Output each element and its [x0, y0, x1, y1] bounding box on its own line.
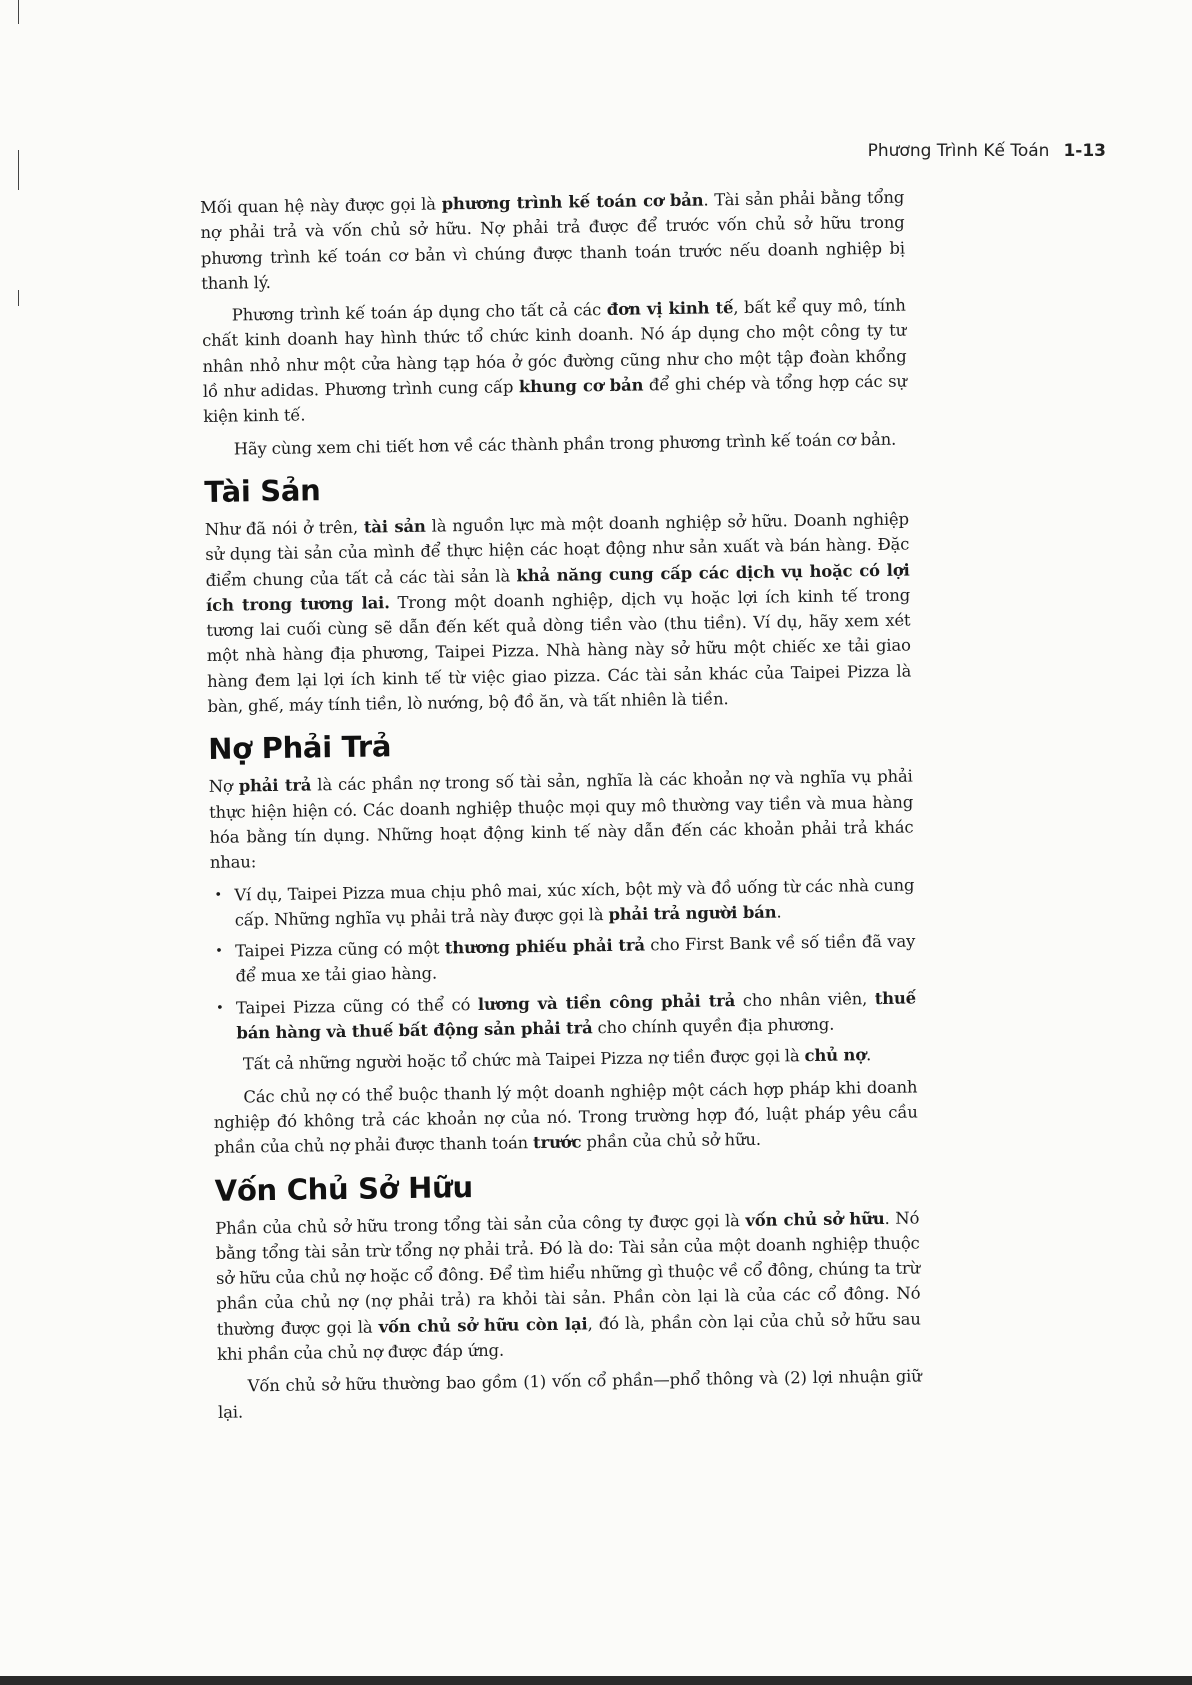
page-number: 1-13	[1063, 141, 1106, 161]
scan-bottom-edge	[0, 1676, 1192, 1685]
intro-paragraph-2: Phương trình kế toán áp dụng cho tất cả các đơn vị kinh tế, bất kể quy mô, tính chất kinh doanh hay hình thức tổ chức kinh doanh. Nó áp dụng cho một công ty tư nhân nhỏ như một cửa hàng tạp hóa ở góc đường cũng như cho một tập đoàn khổng lồ như adidas. Phương trình cung cấp khung cơ bản để ghi chép và tổng hợp các sự kiện kinh tế.	[202, 295, 907, 427]
assets-paragraph: Như đã nói ở trên, tài sản là nguồn lực mà một doanh nghiệp sở hữu. Doanh nghiệp sử dụng tài sản của mình để thực hiện các hoạt động như sản xuất và bán hàng. Đặc điểm chung của tất cả các tài sản là khả năng cung cấp các dịch vụ hoặc có lợi ích trong tương lai. Trong một doanh nghiệp, dịch vụ hoặc lợi ích kinh tế trong tương lai cuối cùng sẽ dẫn đến kết quả dòng tiền vào (thu tiền). Ví dụ, hãy xem xét một nhà hàng địa phương, Taipei Pizza. Nhà hàng này sở hữu một chiếc xe tải giao hàng đem lại lợi ích kinh tế từ việc giao pizza. Các tài sản khác của Taipei Pizza là bàn, ghế, máy tính tiền, lò nướng, bộ đồ ăn, và tất nhiên là tiền.	[204, 509, 912, 716]
term-creditors: chủ nợ	[804, 1045, 867, 1066]
liabilities-list	[210, 872, 916, 1046]
running-head	[868, 141, 1106, 161]
term-assets: tài sản	[363, 516, 426, 537]
liabilities-paragraph-1: Nợ phải trả là các phần nợ trong số tài sản, nghĩa là các khoản nợ và nghĩa vụ phải thực hiện hiện có. Các doanh nghiệp thuộc mọi quy mô thường vay tiền và mua hàng hóa bằng tín dụng. Những hoạt động kinh tế này dẫn đến các khoản phải trả khác nhau:	[208, 766, 914, 873]
equity-paragraph-2: Vốn chủ sở hữu thường bao gồm (1) vốn cổ phần—phổ thông và (2) lợi nhuận giữ lại.	[217, 1366, 922, 1422]
list-item: • Ví dụ, Taipei Pizza mua chịu phô mai, xúc xích, bột mỳ và đồ uống từ các nhà cung cấp. Những nghĩa vụ phải trả này được gọi là phải trả người bán.	[214, 875, 915, 930]
heading-equity: Vốn Chủ Sở Hữu	[214, 1169, 474, 1208]
equity-paragraph-1: Phần của chủ sở hữu trong tổng tài sản của công ty được gọi là vốn chủ sở hữu. Nó bằng tổng tài sản trừ tổng nợ phải trả. Đó là do: Tài sản của một doanh nghiệp thuộc sở hữu của chủ nợ hoặc cổ đông. Để tìm hiểu những gì thuộc về cổ đông, chúng ta trừ phần của chủ nợ (nợ phải trả) ra khỏi tài sản. Phần còn lại là của các cổ đông. Nó thường được gọi là vốn chủ sở hữu còn lại, đó là, phần còn lại của chủ sở hữu sau khi phần của chủ nợ được đáp ứng.	[215, 1207, 921, 1364]
list-item: • Taipei Pizza cũng có thể có lương và tiền công phải trả cho nhân viên, thuế bán hàng và thuế bất động sản phải trả cho chính quyền địa phương.	[215, 988, 917, 1043]
intro-paragraph-1: Mối quan hệ này được gọi là phương trình kế toán cơ bản. Tài sản phải bằng tổng nợ phải trả và vốn chủ sở hữu. Nợ phải trả được để trước vốn chủ sở hữu trong phương trình kế toán cơ bản vì chúng được thanh toán trước nếu doanh nghiệp bị thanh lý.	[200, 187, 905, 293]
scan-margin-mark-top	[18, 0, 19, 24]
page-body	[200, 185, 922, 1432]
heading-liabilities: Nợ Phải Trả	[207, 729, 392, 767]
term-residual-equity: vốn chủ sở hữu còn lại	[378, 1314, 588, 1337]
term-basic-framework: khung cơ bản	[518, 375, 644, 397]
bullet-icon: •	[215, 1000, 224, 1016]
list-item: • Taipei Pizza cũng có một thương phiếu phải trả cho First Bank về số tiền đã vay để mua xe tải giao hàng.	[215, 931, 916, 986]
scan-margin-mark-mid	[18, 150, 19, 190]
term-economic-entity: đơn vị kinh tế	[606, 298, 734, 320]
chapter-title: Phương Trình Kế Toán	[867, 141, 1050, 161]
bullet-icon: •	[214, 887, 223, 903]
scan-margin-mark-lower	[18, 290, 19, 306]
intro-paragraph-3: Hãy cùng xem chi tiết hơn về các thành phần trong phương trình kế toán cơ bản.	[233, 429, 897, 459]
liabilities-paragraph-3: Các chủ nợ có thể buộc thanh lý một doanh nghiệp một cách hợp pháp khi doanh nghiệp đó không trả các khoản nợ của nó. Trong trường hợp đó, luật pháp yêu cầu phần của chủ nợ phải được thanh toán trước phần của chủ sở hữu.	[213, 1077, 918, 1158]
term-equity: vốn chủ sở hữu	[745, 1208, 885, 1230]
liabilities-paragraph-2: Tất cả những người hoặc tổ chức mà Taipei Pizza nợ tiền được gọi là chủ nợ.	[242, 1045, 872, 1074]
term-before: trước	[532, 1132, 582, 1153]
term-basic-equation: phương trình kế toán cơ bản	[441, 190, 704, 214]
term-liabilities: phải trả	[238, 775, 312, 796]
bullet-icon: •	[215, 943, 223, 959]
term-future-benefit: khả năng cung cấp các dịch vụ hoặc có lợi ích trong tương lai.	[205, 560, 910, 615]
heading-assets: Tài Sản	[204, 473, 321, 509]
